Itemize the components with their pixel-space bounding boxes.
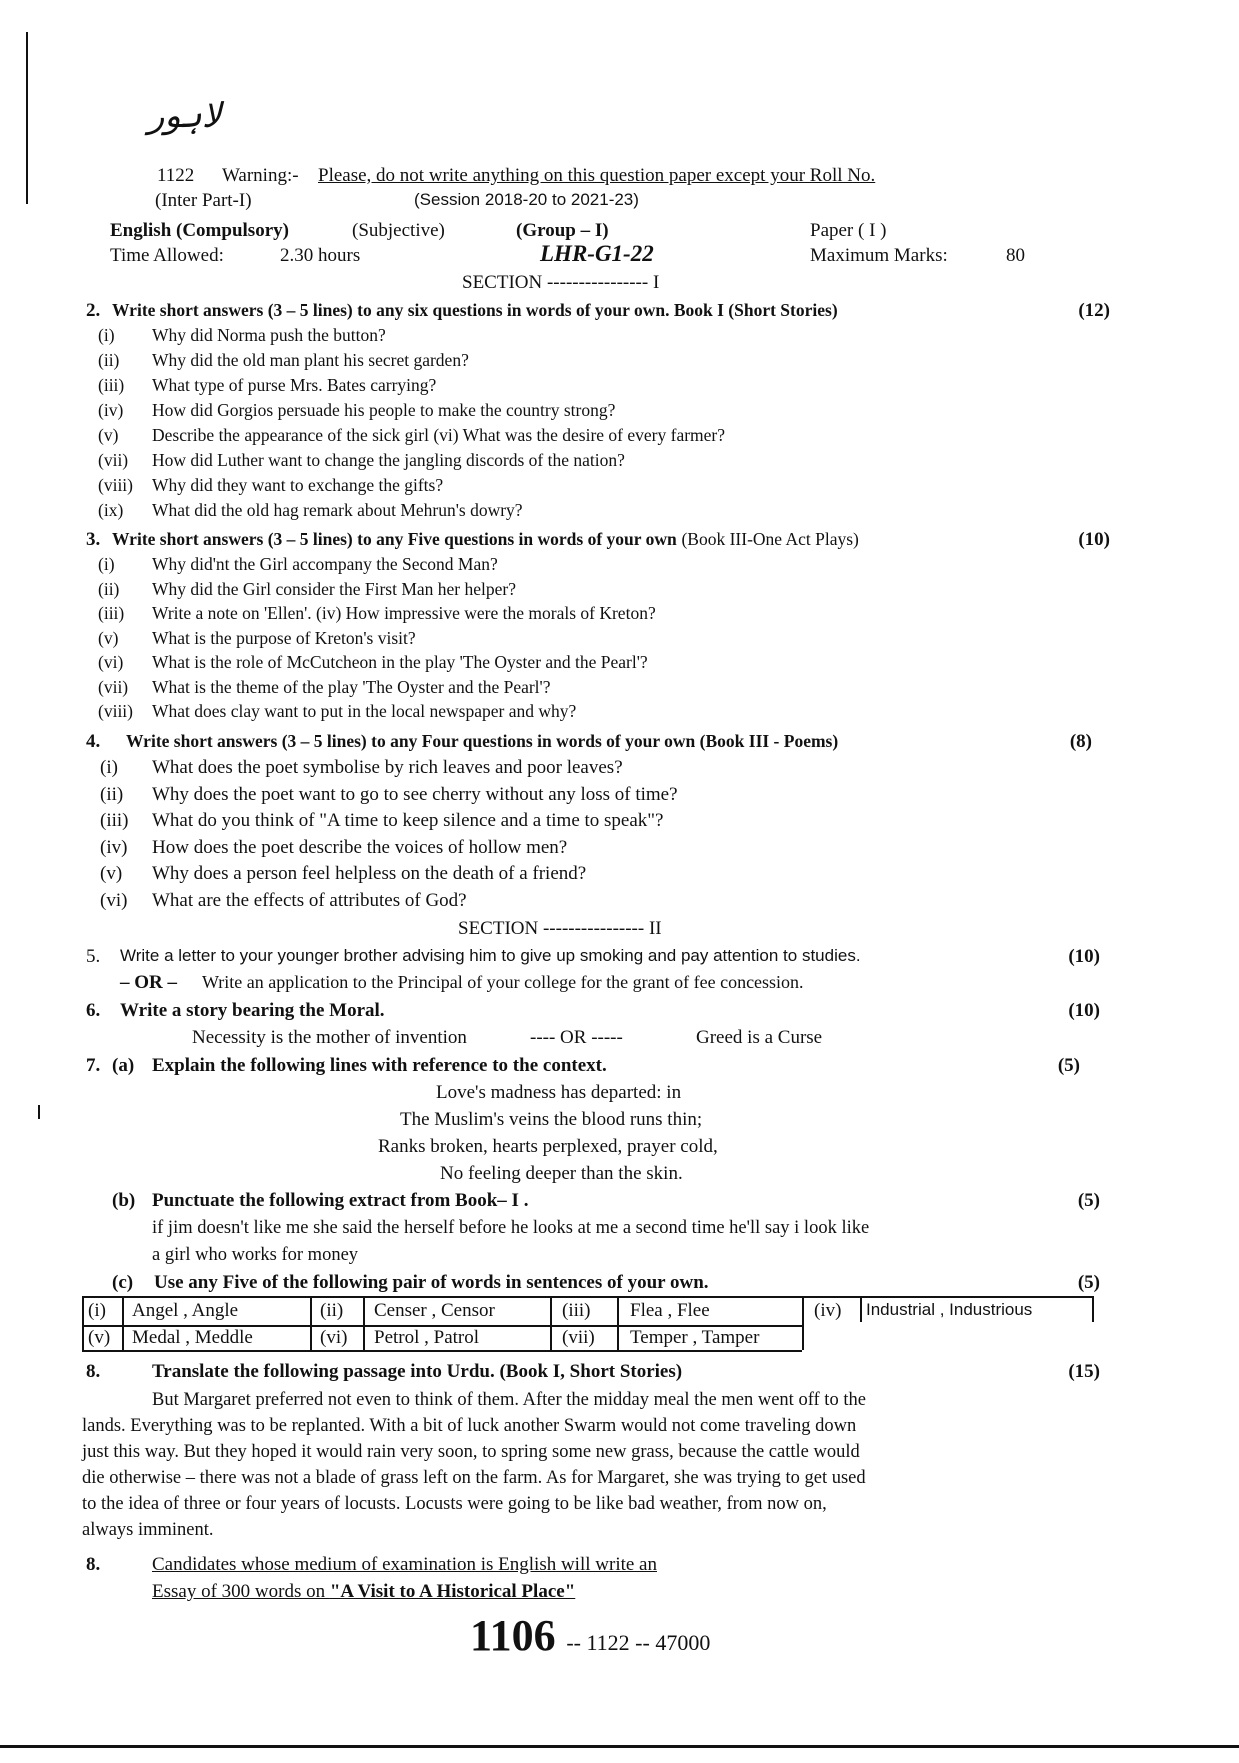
- pair-2-num: (ii): [320, 1300, 344, 1321]
- q4-item-number: (v): [100, 863, 123, 884]
- q3-item-text: What is the purpose of Kreton's visit?: [152, 627, 416, 648]
- q4-item: [100, 757, 1100, 781]
- q7a-label: (a): [112, 1055, 135, 1076]
- q5-or-row: [120, 972, 1020, 996]
- pair-6-num: (vi): [320, 1327, 348, 1348]
- q4-heading: Write short answers (3 – 5 lines) to any Four questions in words of your own (Book III - Poems): [126, 731, 839, 751]
- pair-6-text: Petrol , Patrol: [374, 1327, 480, 1348]
- q8b-number: 8.: [86, 1554, 101, 1575]
- q2-item-number: (v): [98, 425, 119, 445]
- poem-line-2: The Muslim's veins the blood runs thin;: [400, 1109, 703, 1130]
- footer-rest: -- 1122 -- 47000: [566, 1630, 711, 1655]
- q4-heading-row: [86, 731, 1092, 755]
- q2-item-number: (iv): [98, 400, 124, 420]
- footer-code: [470, 1610, 710, 1663]
- q2-number: 2.: [86, 300, 101, 321]
- q2-item: [98, 475, 1098, 499]
- q2-item-number: (ix): [98, 500, 124, 520]
- q3-item-text: What is the role of McCutcheon in the play 'The Oyster and the Pearl'?: [152, 652, 648, 672]
- q3-item-number: (viii): [98, 701, 133, 721]
- q8-heading: Translate the following passage into Urdu. (Book I, Short Stories): [152, 1361, 683, 1382]
- q6-number: 6.: [86, 1000, 101, 1021]
- q4-item-text: What do you think of "A time to keep silence and a time to speak"?: [152, 810, 664, 831]
- q3-item-text: Write a note on 'Ellen'. (iv) How impressive were the morals of Kreton?: [152, 603, 656, 623]
- q4-item-text: Why does a person feel helpless on the death of a friend?: [152, 863, 587, 884]
- q7-number: 7.: [86, 1055, 101, 1076]
- poem-line-4: No feeling deeper than the skin.: [440, 1163, 683, 1184]
- time-value: 2.30 hours: [280, 245, 361, 266]
- q2-item-text: Why did they want to exchange the gifts?: [152, 475, 444, 495]
- q4-item-text: How does the poet describe the voices of hollow men?: [152, 836, 568, 858]
- section-1-title: SECTION ---------------- I: [462, 272, 660, 293]
- q3-item-number: (i): [98, 554, 115, 574]
- q7b-marks: (5): [1077, 1190, 1100, 1211]
- q2-item-text: Why did the old man plant his secret garden?: [152, 350, 469, 370]
- pair-7-num: (vii): [562, 1327, 595, 1348]
- q5-text: Write a letter to your younger brother advising him to give up smoking and pay attention to studies.: [120, 946, 861, 965]
- warning-label: Warning:-: [222, 165, 299, 186]
- q3-item: [98, 701, 1098, 725]
- q4-item-number: (i): [100, 757, 118, 778]
- q7c-row: [112, 1272, 1100, 1296]
- q8b-topic: "A Visit to A Historical Place": [329, 1581, 576, 1602]
- q2-item-text: How did Gorgios persuade his people to make the country strong?: [152, 400, 616, 420]
- q3-item-text: Why did'nt the Girl accompany the Second Man?: [152, 554, 498, 574]
- q2-item: [98, 325, 1098, 349]
- q8b-line-1: Candidates whose medium of examination is English will write an: [152, 1554, 657, 1575]
- pair-7-text: Temper , Tamper: [630, 1327, 760, 1348]
- q3-item-text: What does clay want to put in the local newspaper and why?: [152, 701, 577, 721]
- q4-item-number: (iii): [100, 810, 129, 831]
- passage-line-3: just this way. But they hoped it would rain very soon, to spring some new grass, because the cattle would: [82, 1442, 860, 1462]
- q6-row: [86, 1000, 1100, 1024]
- q2-item-text: What type of purse Mrs. Bates carrying?: [152, 375, 437, 395]
- q2-item: [98, 350, 1098, 374]
- q2-item-text: What did the old hag remark about Mehrun's dowry?: [152, 500, 523, 520]
- q4-item: [100, 890, 1100, 914]
- q3-item-number: (iii): [98, 603, 125, 623]
- poem-line-3: Ranks broken, hearts perplexed, prayer cold,: [378, 1136, 718, 1157]
- q6-option-a: Necessity is the mother of invention: [192, 1027, 467, 1048]
- pair-3-num: (iii): [562, 1300, 591, 1321]
- q4-item-number: (ii): [100, 783, 124, 805]
- q2-item-number: (vii): [98, 450, 129, 470]
- subject: English (Compulsory): [110, 220, 289, 241]
- passage-line-6: always imminent.: [82, 1520, 214, 1540]
- pair-5-num: (v): [88, 1327, 111, 1348]
- pair-3-text: Flea , Flee: [630, 1300, 710, 1321]
- q7c-heading: Use any Five of the following pair of words in sentences of your own.: [154, 1272, 709, 1293]
- max-marks-label: Maximum Marks:: [810, 245, 948, 266]
- pair-1-num: (i): [88, 1300, 106, 1321]
- q2-item-number: (i): [98, 325, 115, 345]
- q4-item-number: (vi): [100, 889, 128, 911]
- q5-row: [86, 946, 1100, 970]
- q2-heading: Write short answers (3 – 5 lines) to any six questions in words of your own. Book I (Short Stories): [112, 300, 838, 320]
- q7c-label: (c): [112, 1272, 134, 1293]
- q6-or: ---- OR -----: [530, 1027, 623, 1048]
- q8-passage: [82, 1389, 1102, 1549]
- time-label: Time Allowed:: [110, 245, 224, 266]
- q8-marks: (15): [1068, 1361, 1100, 1382]
- q2-item: [98, 375, 1098, 399]
- q8b-row: [86, 1554, 986, 1578]
- max-marks-value: 80: [1006, 245, 1025, 266]
- q7b-row: [112, 1190, 1100, 1214]
- pair-1-text: Angel , Angle: [132, 1300, 239, 1321]
- q8-heading-row: [86, 1361, 1100, 1385]
- q6-options-row: [192, 1027, 1092, 1051]
- handwritten-code: LHR-G1-22: [540, 241, 654, 266]
- q7b-text-2: a girl who works for money: [152, 1245, 359, 1265]
- warning-text: Please, do not write anything on this question paper except your Roll No.: [318, 165, 876, 186]
- q3-item-number: (ii): [98, 578, 120, 599]
- q4-number: 4.: [86, 731, 101, 752]
- pair-2-text: Censer , Censor: [374, 1300, 495, 1321]
- q3-heading: Write short answers (3 – 5 lines) to any Five questions in words of your own: [112, 529, 677, 549]
- handwritten-mark: لاہور: [148, 96, 222, 136]
- inter-part: (Inter Part-I): [155, 190, 252, 211]
- q3-item: [98, 554, 1098, 578]
- pair-5-text: Medal , Meddle: [132, 1327, 253, 1348]
- q2-item-text: Describe the appearance of the sick girl (vi) What was the desire of every farmer?: [152, 425, 726, 445]
- q2-item: [98, 425, 1098, 449]
- group: (Group – I): [516, 220, 609, 241]
- q2-item: [98, 500, 1098, 524]
- section-2-title: SECTION ---------------- II: [458, 918, 662, 939]
- q4-marks: (8): [1069, 731, 1092, 752]
- q2-item-text: How did Luther want to change the jangling discords of the nation?: [152, 450, 625, 470]
- bottom-rule: [0, 1745, 1239, 1748]
- q6-heading: Write a story bearing the Moral.: [120, 1000, 385, 1021]
- q4-item-text: What does the poet symbolise by rich leaves and poor leaves?: [152, 757, 623, 778]
- q5-or-label: – OR –: [120, 972, 177, 993]
- q7c-marks: (5): [1077, 1272, 1100, 1293]
- margin-tick: [38, 1105, 40, 1119]
- q2-item: [98, 450, 1098, 474]
- q2-heading-row: [86, 300, 1110, 324]
- q5-marks: (10): [1068, 946, 1100, 967]
- paper-number: Paper ( I ): [810, 220, 887, 241]
- pair-4-num: (iv): [814, 1300, 842, 1321]
- q3-marks: (10): [1078, 529, 1110, 550]
- q8b-line-2: [152, 1581, 575, 1604]
- q3-item-text: Why did the Girl consider the First Man her helper?: [152, 578, 516, 599]
- q7a-heading: Explain the following lines with reference to the context.: [152, 1055, 607, 1076]
- q2-item-number: (iii): [98, 375, 125, 395]
- session: (Session 2018-20 to 2021-23): [414, 190, 639, 209]
- q6-marks: (10): [1068, 1000, 1100, 1021]
- q7b-label: (b): [112, 1190, 136, 1211]
- q3-item: [98, 628, 1098, 652]
- q3-item-text: What is the theme of the play 'The Oyster and the Pearl'?: [152, 676, 551, 697]
- q2-item-number: (viii): [98, 475, 133, 495]
- q3-item: [98, 579, 1098, 603]
- q4-item-text: What are the effects of attributes of God?: [152, 889, 467, 911]
- q3-item-number: (vii): [98, 676, 129, 697]
- q7a-marks: (5): [1057, 1055, 1080, 1076]
- q3-item: [98, 677, 1098, 701]
- q4-item-text: Why does the poet want to go to see cherry without any loss of time?: [152, 783, 678, 805]
- q8b-line-2-pre: Essay of 300 words on: [152, 1581, 330, 1602]
- q6-option-b: Greed is a Curse: [696, 1027, 823, 1048]
- passage-line-5: to the idea of three or four years of locusts. Locusts were going to be like bad weather, from now on,: [82, 1494, 827, 1514]
- passage-line-4: die otherwise – there was not a blade of grass left on the farm. As for Margaret, she was trying to get used: [82, 1468, 866, 1488]
- passage-line-2: lands. Everything was to be replanted. With a bit of luck another Swarm would not come traveling down: [82, 1416, 857, 1436]
- q2-item-number: (ii): [98, 350, 120, 370]
- q4-item: [100, 810, 1100, 834]
- q2-item: [98, 400, 1098, 424]
- q4-item: [100, 784, 1100, 808]
- q4-item: [100, 863, 1100, 887]
- paper-code: 1122: [157, 165, 195, 186]
- q7a-row: [86, 1055, 1080, 1079]
- q3-item-number: (v): [98, 627, 119, 648]
- q3-heading-row: [86, 529, 1110, 553]
- q7b-text-1: if jim doesn't like me she said the herself before he looks at me a second time he'll say i look like: [152, 1218, 870, 1238]
- q3-heading-tail: (Book III-One Act Plays): [681, 529, 859, 549]
- q5-or-text: Write an application to the Principal of your college for the grant of fee concession.: [202, 972, 804, 992]
- q2-item-text: Why did Norma push the button?: [152, 325, 386, 345]
- q4-item: [100, 837, 1100, 861]
- passage-line-1: But Margaret preferred not even to think of them. After the midday meal the men went off to the: [152, 1390, 866, 1410]
- q7b-heading: Punctuate the following extract from Book– I .: [152, 1190, 529, 1211]
- subjective: (Subjective): [352, 220, 445, 241]
- q3-item: [98, 603, 1098, 627]
- poem-line-1: Love's madness has departed: in: [436, 1082, 682, 1103]
- q4-item-number: (iv): [100, 836, 128, 858]
- q3-heading-wrap: [112, 529, 859, 552]
- footer-big-number: 1106: [470, 1611, 556, 1660]
- margin-line: [26, 32, 28, 204]
- pair-4-text: Industrial , Industrious: [866, 1300, 1033, 1319]
- q3-item-number: (vi): [98, 652, 124, 672]
- q5-number: 5.: [86, 946, 101, 967]
- q3-number: 3.: [86, 529, 101, 550]
- q3-item: [98, 652, 1098, 676]
- q2-marks: (12): [1078, 300, 1110, 321]
- q8-number: 8.: [86, 1361, 101, 1382]
